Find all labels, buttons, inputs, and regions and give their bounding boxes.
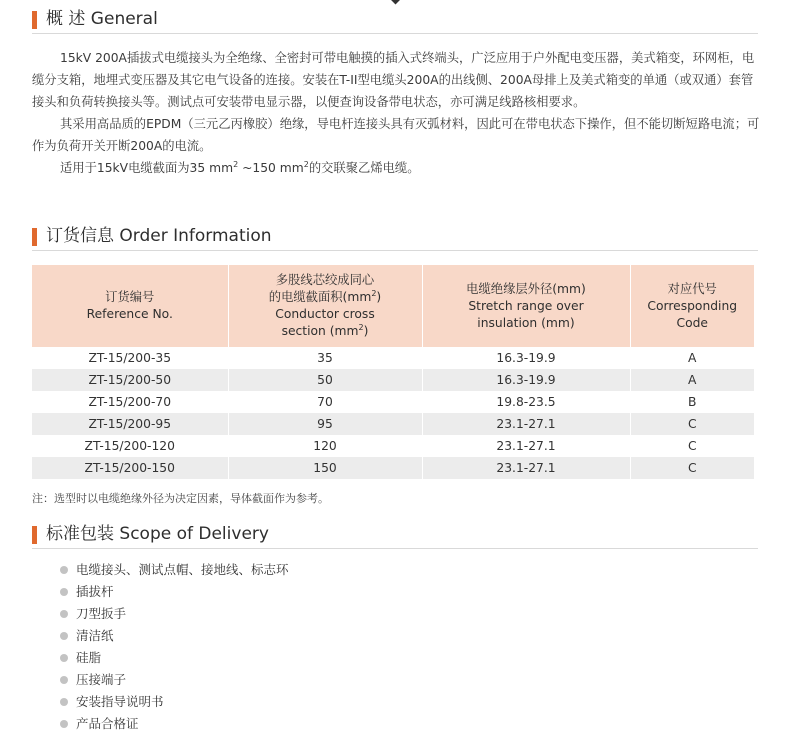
cell-code: A [630,369,754,391]
header-insulation-en1: Stretch range over [468,298,584,313]
general-paragraph-1: 15kV 200A插拔式电缆接头为全绝缘、全密封可带电触摸的插入式终端头，广泛应用于户外配电变压器，美式箱变，环网柜，电缆分支箱，地埋式变压器及其它电气设备的连接。安装在T-II型电缆头200A的出线侧、200A母排上及美式箱变的单通（或双通）套管接头和负荷转换接头等。测试点可安装带电显示器，以便查询设备带电状态，亦可满足线路核相要求。 [32,51,755,109]
cell-code: C [630,413,754,435]
list-item [60,559,289,581]
cell-section: 70 [228,391,422,413]
section-accent-bar [32,11,37,29]
list-item-label: 清洁纸 [76,628,114,643]
list-item [60,625,289,647]
list-item [60,581,289,603]
list-item [60,647,289,669]
general-paragraph-2: 其采用高品质的EPDM（三元乙丙橡胶）绝缘，导电杆连接头具有灭弧材料，因此可在带电状态下操作，但不能切断短路电流；可作为负荷开关开断200A的电流。 [32,117,760,153]
header-insulation-en2: insulation (mm) [477,315,575,330]
top-marker [391,0,401,4]
header-section-cn: 多股线芯绞成同心 [275,273,375,287]
cell-reference: ZT-15/200-95 [32,413,228,435]
list-item-label: 刀型扳手 [76,606,127,621]
cell-section: 150 [228,457,422,479]
cell-range: 23.1-27.1 [422,435,630,457]
list-item [60,713,289,735]
cell-reference: ZT-15/200-35 [32,347,228,369]
header-section-sup2: 2 [358,322,364,332]
header-insulation-cn: 电缆绝缘层外径(mm) [466,281,586,296]
table-row [32,457,754,479]
order-note: 注：选型时以电缆绝缘外径为决定因素，导体截面作为参考。 [32,492,329,505]
header-section [228,265,422,347]
header-code [630,265,754,347]
section-divider [32,250,758,251]
list-item-label: 插拔杆 [76,584,114,599]
cell-range: 16.3-19.9 [422,369,630,391]
cell-code: C [630,457,754,479]
header-section-sup: 2 [371,288,377,298]
list-item-label: 硅脂 [76,650,102,665]
section-general-title: 概 述 General [46,9,158,29]
table-row [32,391,754,413]
header-section-en2-end: ) [363,324,369,338]
list-item-label: 产品合格证 [76,716,139,731]
cell-reference: ZT-15/200-70 [32,391,228,413]
cell-reference: ZT-15/200-120 [32,435,228,457]
para3-middle: ~150 mm [238,161,304,175]
bullet-dot-icon [60,676,68,684]
header-section-en1: Conductor cross [275,307,375,321]
cell-reference: ZT-15/200-150 [32,457,228,479]
header-section-en2 [233,323,418,340]
bullet-dot-icon [60,588,68,596]
order-table-header-row [32,265,754,347]
section-delivery-header [32,523,758,547]
section-order-title: 订货信息 Order Information [46,226,272,246]
header-insulation [422,265,630,347]
header-section-cn2-text: 的电缆截面积(mm [268,290,372,304]
section-order-header [32,225,758,249]
general-paragraph-3 [32,157,762,179]
table-row [32,413,754,435]
bullet-dot-icon [60,720,68,728]
list-item-label: 压接端子 [76,672,127,687]
header-code-en1: Corresponding [647,298,738,313]
header-section-cn2 [233,289,418,306]
delivery-list [60,559,289,735]
cell-reference: ZT-15/200-50 [32,369,228,391]
bullet-dot-icon [60,610,68,618]
list-item [60,669,289,691]
header-section-cn2-end: ) [376,290,382,304]
bullet-dot-icon [60,654,68,662]
section-delivery-title: 标准包装 Scope of Delivery [46,524,269,544]
order-table [32,265,754,479]
cell-section: 35 [228,347,422,369]
cell-range: 16.3-19.9 [422,347,630,369]
para3-suffix: 的交联聚乙烯电缆。 [308,161,420,175]
header-reference [32,265,228,347]
cell-section: 120 [228,435,422,457]
cell-section: 95 [228,413,422,435]
table-row [32,369,754,391]
section-general-header [32,8,758,32]
header-code-cn: 对应代号 [667,281,717,296]
section-accent-bar [32,526,37,544]
header-section-en2-text: section (mm [281,324,359,338]
cell-code: A [630,347,754,369]
cell-range: 23.1-27.1 [422,413,630,435]
table-row [32,435,754,457]
para3-sup1: 2 [233,159,239,169]
list-item [60,691,289,713]
table-row [32,347,754,369]
cell-code: B [630,391,754,413]
general-text [32,47,762,179]
section-divider [32,548,758,549]
para3-sup2: 2 [303,159,309,169]
cell-code: C [630,435,754,457]
header-reference-cn: 订货编号 [105,290,155,304]
list-item [60,603,289,625]
cell-range: 19.8-23.5 [422,391,630,413]
para3-prefix: 适用于15kV电缆截面为35 mm [60,161,234,175]
section-divider [32,33,758,34]
cell-section: 50 [228,369,422,391]
list-item-label: 电缆接头、测试点帽、接地线、标志环 [76,562,289,577]
section-accent-bar [32,228,37,246]
bullet-dot-icon [60,698,68,706]
header-reference-en: Reference No. [86,307,173,321]
bullet-dot-icon [60,632,68,640]
list-item-label: 安装指导说明书 [76,694,164,709]
header-code-en2: Code [676,315,708,330]
cell-range: 23.1-27.1 [422,457,630,479]
bullet-dot-icon [60,566,68,574]
